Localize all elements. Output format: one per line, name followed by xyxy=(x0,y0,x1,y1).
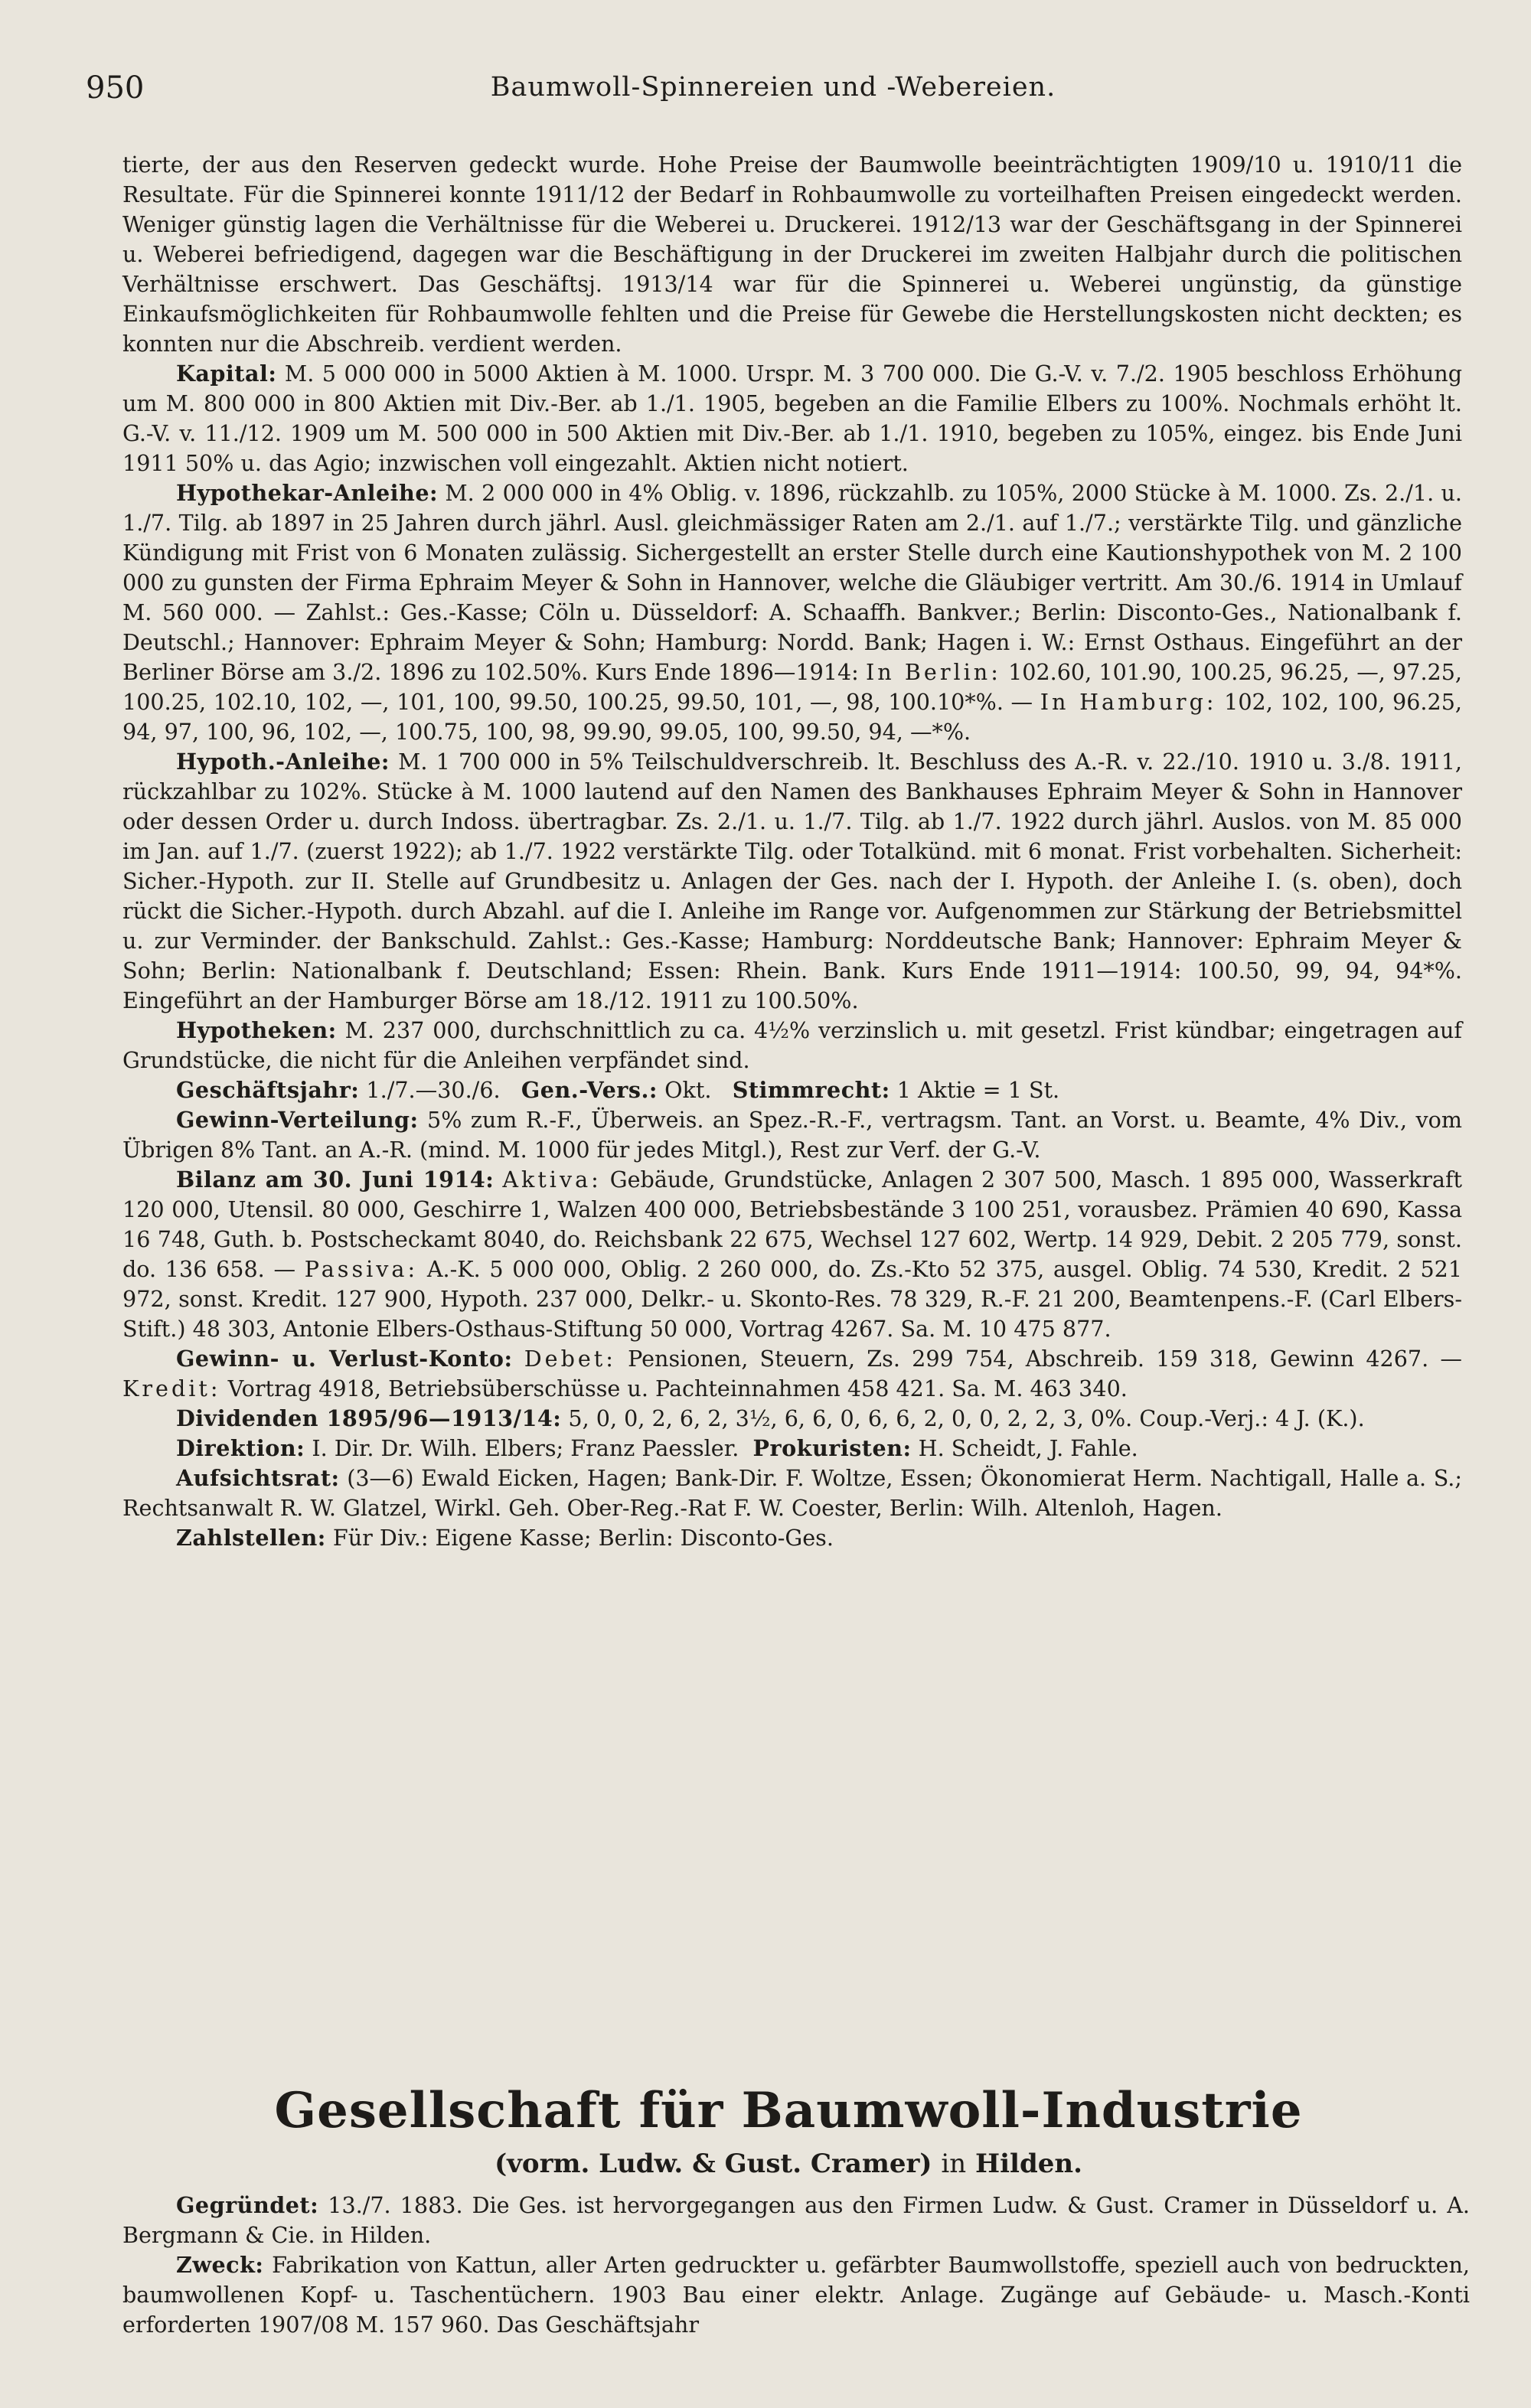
company-sub-city: Hilden. xyxy=(974,2149,1082,2179)
debet-text: Pensionen, Steuern, Zs. 299 754, Abschreib. 159 318, Gewinn 4267. — xyxy=(628,1346,1462,1372)
direktion-label: Direktion: xyxy=(176,1435,305,1461)
geschaeftsjahr-value: 1./7.—30./6. xyxy=(366,1077,501,1103)
gegruendet-entry xyxy=(122,2191,1470,2250)
gen-vers-label: Gen.-Vers.: xyxy=(521,1077,658,1103)
company-section xyxy=(107,2080,1470,2340)
zahlstellen-label: Zahlstellen: xyxy=(176,1525,326,1551)
hypoth-anleihe-entry xyxy=(122,747,1462,1016)
dividenden-entry xyxy=(122,1404,1462,1434)
article-body xyxy=(122,150,1462,1553)
company-body xyxy=(122,2191,1470,2340)
aufsichtsrat-entry xyxy=(122,1463,1462,1523)
dividenden-label: Dividenden 1895/96—1913/14: xyxy=(176,1405,562,1431)
company-name: Gesellschaft für Baumwoll-Industrie xyxy=(274,2082,1303,2139)
prokuristen-text: H. Scheidt, J. Fahle. xyxy=(918,1435,1138,1461)
company-sub-name: Ludw. & Gust. Cramer) xyxy=(599,2149,932,2179)
gegruendet-label: Gegründet: xyxy=(176,2192,319,2218)
bilanz-label: Bilanz am 30. Juni 1914: xyxy=(176,1166,495,1193)
kurs-intro: Kurs Ende 1896—1914: xyxy=(595,659,859,685)
company-sub-in: in xyxy=(941,2149,967,2179)
geschaeftsjahr-label: Geschäftsjahr: xyxy=(176,1077,360,1103)
dividenden-text: 5, 0, 0, 2, 6, 2, 3½, 6, 6, 0, 6, 6, 2, 0, 0, 2, 2, 3, 0%. Coup.-Verj.: 4 J. (K.). xyxy=(568,1405,1365,1431)
gewinn-verlust-label: Gewinn- u. Verlust-Konto: xyxy=(176,1346,513,1372)
zweck-entry xyxy=(122,2250,1470,2340)
gegruendet-text: 13./7. 1883. Die Ges. ist hervorgegangen aus den Firmen Ludw. & Gust. Cramer in Düsseldorf u. A. Bergmann & Cie. in Hilden. xyxy=(122,2192,1470,2248)
aktiva-text: Gebäude, Grundstücke, Anlagen 2 307 500, Masch. 1 895 000, Wasserkraft 120 000, Utensil. 80 000, Geschirre 1, Walzen 400 000, Betriebsbestände 3 100 251, vorausbez. Prämien 40 690, Kassa 16 748, Guth. b. Postscheckamt 8040, do. Reichsbank 22 675, Wechsel 127 602, Wertp. 14 929, Debit. 2 205 779, sonst. do. 136 658. — xyxy=(122,1166,1463,1282)
hypotheken-entry xyxy=(122,1016,1462,1075)
hypoth-anleihe-label: Hypoth.-Anleihe: xyxy=(176,749,390,775)
geschaeftsjahr-entry xyxy=(122,1075,1462,1105)
zweck-label: Zweck: xyxy=(176,2252,264,2278)
prokuristen-label: Prokuristen: xyxy=(752,1435,912,1461)
kapital-label: Kapital: xyxy=(176,361,277,387)
berlin-label: In Berlin: xyxy=(866,659,1001,685)
zweck-text: Fabrikation von Kattun, aller Arten gedruckter u. gefärbter Baumwollstoffe, speziell auch von bedruckten, baumwollenen Kopf- u. Taschentüchern. 1903 Bau einer elektr. Anlage. Zugänge auf Gebäude- u. Masch.-Konti erforderten 1907/08 M. 157 960. Das Geschäftsjahr xyxy=(122,2252,1470,2338)
kredit-text: Vortrag 4918, Betriebsüberschüsse u. Pachteinnahmen 458 421. Sa. M. 463 340. xyxy=(227,1375,1128,1401)
direktion-entry xyxy=(122,1434,1462,1463)
bilanz-entry xyxy=(122,1165,1462,1344)
hypothekar-anleihe-label: Hypothekar-Anleihe: xyxy=(176,480,439,506)
kapital-entry xyxy=(122,359,1462,478)
zahlstellen-entry xyxy=(122,1523,1462,1553)
direktion-text: I. Dir. Dr. Wilh. Elbers; Franz Paessler. xyxy=(312,1435,739,1461)
kapital-text: M. 5 000 000 in 5000 Aktien à M. 1000. Urspr. M. 3 700 000. Die G.-V. v. 7./2. 1905 beschloss Erhöhung um M. 800 000 in 800 Aktien mit Div.-Ber. ab 1./1. 1905, begeben an die Familie Elbers zu 100%. Nochmals erhöht lt. G.-V. v. 11./12. 1909 um M. 500 000 in 500 Aktien mit Div.-Ber. ab 1./1. 1910, begeben zu 105%, eingez. bis Ende Juni 1911 50% u. das Agio; inzwischen voll eingezahlt. Aktien nicht notiert. xyxy=(122,361,1463,476)
page-number: 950 xyxy=(86,70,145,106)
hypothekar-anleihe-entry xyxy=(122,478,1462,747)
gewinn-verlust-entry xyxy=(122,1344,1462,1404)
hypotheken-label: Hypotheken: xyxy=(176,1017,337,1043)
hamburg-label: In Hamburg: xyxy=(1040,689,1217,715)
company-subtitle xyxy=(107,2146,1470,2181)
stimmrecht-label: Stimmrecht: xyxy=(732,1077,890,1103)
stimmrecht-value: 1 Aktie = 1 St. xyxy=(896,1077,1060,1103)
zahlstellen-text: Für Div.: Eigene Kasse; Berlin: Disconto-Ges. xyxy=(332,1525,834,1551)
kredit-label: Kredit: xyxy=(122,1375,221,1401)
hypotheken-text: M. 237 000, durchschnittlich zu ca. 4½% verzinslich u. mit gesetzl. Frist kündbar; eingetragen auf Grundstücke, die nicht für die Anleihen verpfändet sind. xyxy=(122,1017,1462,1073)
debet-label: Debet: xyxy=(524,1346,616,1372)
hamburg-values: 102, 102, 100, 96.25, 94, 97, 100, 96, 102, —, 100.75, 100, 98, 99.90, 99.05, 100, 99.50, 94, —*%. xyxy=(122,689,1462,745)
aktiva-label: Aktiva: xyxy=(502,1166,602,1193)
aufsichtsrat-text: (3—6) Ewald Eicken, Hagen; Bank-Dir. F. Woltze, Essen; Ökonomierat Herm. Nachtigall, Halle a. S.; Rechtsanwalt R. W. Glatzel, Wirkl. Geh. Ober-Reg.-Rat F. W. Coester, Berlin: Wilh. Altenloh, Hagen. xyxy=(122,1465,1462,1521)
gewinn-verteilung-label: Gewinn-Verteilung: xyxy=(176,1107,419,1133)
passiva-label: Passiva: xyxy=(304,1256,419,1282)
hypothekar-anleihe-text: M. 2 000 000 in 4% Oblig. v. 1896, rückzahlb. zu 105%, 2000 Stücke à M. 1000. Zs. 2./1. u. 1./7. Tilg. ab 1897 in 25 Jahren durch jährl. Ausl. gleichmässiger Raten am 2./1. auf 1./7.; verstärkte Tilg. und gänzliche Kündigung mit Frist von 6 Monaten zulässig. Sichergestellt an erster Stelle durch eine Kautionshypothek von M. 2 100 000 zu gunsten der Firma Ephraim Meyer & Sohn in Hannover, welche die Gläubiger vertritt. Am 30./6. 1914 in Umlauf M. 560 000. — Zahlst.: Ges.-Kasse; Cöln u. Düsseldorf: A. Schaaffh. Bankver.; Berlin: Disconto-Ges., Nationalbank f. Deutschl.; Hannover: Ephraim Meyer & Sohn; Hamburg: Nordd. Bank; Hagen i. W.: Ernst Osthaus. Eingeführt an der Berliner Börse am 3./2. 1896 zu 102.50%. xyxy=(122,480,1462,685)
gewinn-verteilung-text: 5% zum R.-F., Überweis. an Spez.-R.-F., vertragsm. Tant. an Vorst. u. Beamte, 4% Div., vom Übrigen 8% Tant. an A.-R. (mind. M. 1000 für jedes Mitgl.), Rest zur Verf. der G.-V. xyxy=(122,1107,1463,1163)
hypoth-anleihe-text: M. 1 700 000 in 5% Teilschuldverschreib. lt. Beschluss des A.-R. v. 22./10. 1910 u. 3./8. 1911, rückzahlbar zu 102%. Stücke à M. 1000 lautend auf den Namen des Bankhauses Ephraim Meyer & Sohn in Hannover oder dessen Order u. durch Indoss. übertragbar. Zs. 2./1. u. 1./7. Tilg. ab 1./7. 1922 durch jährl. Auslos. von M. 85 000 im Jan. auf 1./7. (zuerst 1922); ab 1./7. 1922 verstärkte Tilg. oder Totalkünd. mit 6 monat. Frist vorbehalten. Sicherheit: Sicher.-Hypoth. zur II. Stelle auf Grundbesitz u. Anlagen der Ges. nach der I. Hypoth. der Anleihe I. (s. oben), doch rückt die Sicher.-Hypoth. durch Abzahl. auf die I. Anleihe im Range vor. Aufgenommen zur Stärkung der Betriebsmittel u. zur Verminder. der Bankschuld. Zahlst.: Ges.-Kasse; Hamburg: Norddeutsche Bank; Hannover: Ephraim Meyer & Sohn; Berlin: Nationalbank f. Deutschland; Essen: Rhein. Bank. Kurs Ende 1911—1914: 100.50, 99, 94, 94*%. Eingeführt an der Hamburger Börse am 18./12. 1911 zu 100.50%. xyxy=(122,749,1462,1013)
intro-paragraph: tierte, der aus den Reserven gedeckt wurde. Hohe Preise der Baumwolle beeinträchtigten 1909/10 u. 1910/11 die Resultate. Für die Spinnerei konnte 1911/12 der Bedarf in Rohbaumwolle zu vorteilhaften Preisen eingedeckt werden. Weniger günstig lagen die Verhältnisse für die Weberei u. Druckerei. 1912/13 war der Geschäftsgang in der Spinnerei u. Weberei befriedigend, dagegen war die Beschäftigung in der Druckerei im zweiten Halbjahr durch die politischen Verhältnisse erschwert. Das Geschäftsj. 1913/14 war für die Spinnerei u. Weberei ungünstig, da günstige Einkaufsmöglichkeiten für Rohbaumwolle fehlten und die Preise für Gewebe die Herstellungskosten nicht deckten; es konnten nur die Abschreib. verdient werden. xyxy=(122,152,1462,357)
gen-vers-value: Okt. xyxy=(664,1077,712,1103)
berlin-values: 102.60, 101.90, 100.25, 96.25, —, 97.25, 100.25, 102.10, 102, —, 101, 100, 99.50, 100.25, 99.50, 101, —, 98, 100.10*%. — xyxy=(122,659,1463,715)
passiva-text: A.-K. 5 000 000, Oblig. 2 260 000, do. Zs.-Kto 52 375, ausgel. Oblig. 74 530, Kredit. 2 521 972, sonst. Kredit. 127 900, Hypoth. 237 000, Delkr.- u. Skonto-Res. 78 329, R.-F. 21 200, Beamtenpens.-F. (Carl Elbers-Stift.) 48 303, Antonie Elbers-Osthaus-Stiftung 50 000, Vortrag 4267. Sa. M. 10 475 877. xyxy=(122,1256,1463,1342)
gewinn-verteilung-entry xyxy=(122,1105,1462,1165)
aufsichtsrat-label: Aufsichtsrat: xyxy=(176,1465,340,1491)
company-sub-prefix: (vorm. xyxy=(495,2149,590,2179)
running-head: Baumwoll-Spinnereien und -Webereien. xyxy=(490,72,1056,103)
page-header xyxy=(77,70,1470,116)
